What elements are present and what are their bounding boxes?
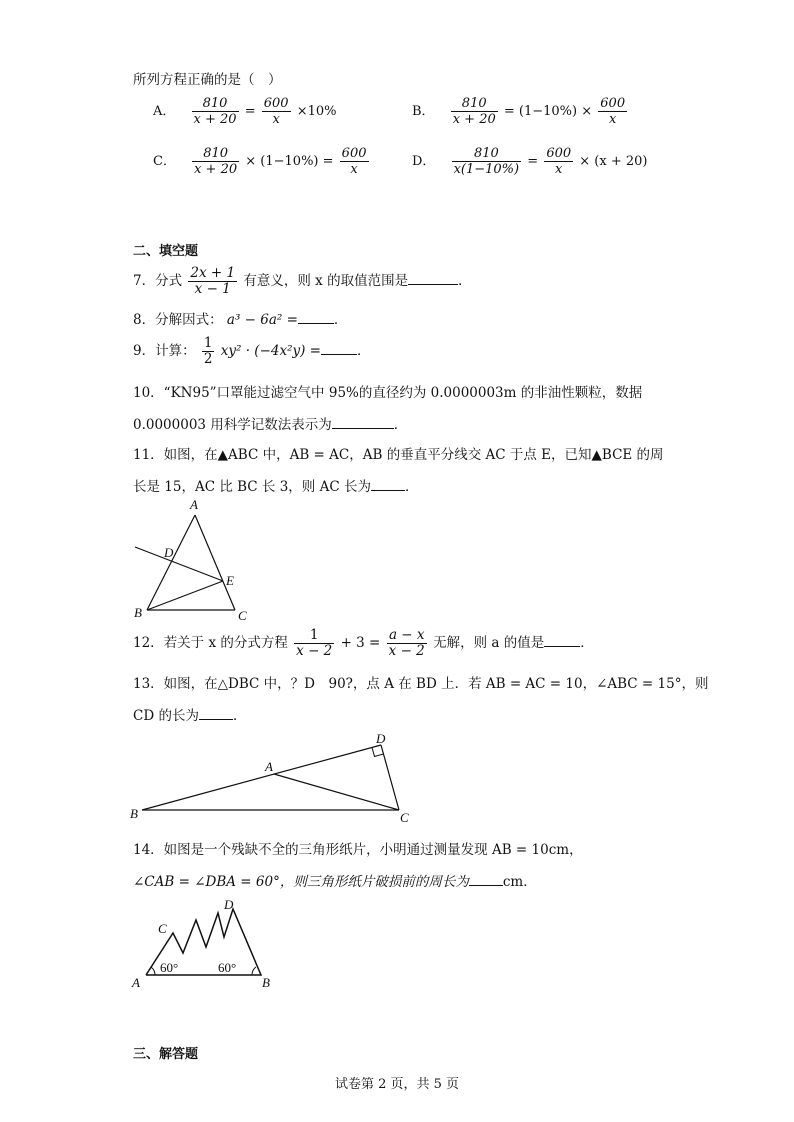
- answer-blank[interactable]: [298, 311, 334, 324]
- perpendicular-bisector: [135, 547, 223, 581]
- label-e: E: [226, 573, 234, 588]
- fraction: $\frac{a - x}{x - 2}$: [388, 627, 425, 659]
- label-d: D: [376, 731, 386, 746]
- question-13-line2: CD 的长为 ．: [133, 708, 247, 724]
- label-c: C: [158, 921, 167, 936]
- label-c: C: [400, 810, 409, 825]
- segment-ac: [195, 515, 235, 610]
- answer-blank[interactable]: [544, 634, 580, 647]
- answer-blank[interactable]: [371, 478, 405, 491]
- question-10-line2: 0.0000003 用科学记数法表示为 ．: [133, 417, 408, 433]
- label-b: B: [134, 605, 142, 620]
- question-9: 9．计算： $\frac{1}{2}$ xy² · (−4x²y) = ．: [133, 335, 371, 367]
- fraction: $\frac{2x + 1}{x - 1}$: [190, 265, 236, 297]
- label-b: B: [262, 975, 270, 990]
- answer-blank[interactable]: [199, 707, 233, 720]
- angle-label-left: 60°: [160, 960, 179, 975]
- segment-ab: [147, 515, 195, 610]
- angle-arc-b: [252, 967, 256, 975]
- option-c[interactable]: C． $\frac{810}{x + 20}$ × (1−10%) = $\frac{600}{x}$: [153, 146, 367, 177]
- question-7: 7．分式 $\frac{2x + 1}{x - 1}$ 有意义，则 x 的取值范围是 ．: [133, 265, 472, 297]
- option-label: B．: [412, 104, 435, 119]
- fraction: $\frac{600}{x}$: [546, 146, 572, 177]
- page-footer: 试卷第 2 页，共 5 页: [334, 1077, 460, 1092]
- figure-11-triangle: [130, 495, 260, 625]
- fraction: $\frac{810}{x + 20}$: [452, 96, 496, 127]
- figure-13-triangle: [126, 730, 426, 825]
- label-a: A: [190, 497, 198, 512]
- q6-stem: 所列方程正确的是（ ）: [133, 72, 282, 88]
- option-d[interactable]: D． $\frac{810}{x(1-10\%)}$ = $\frac{600}{x}$ × (x + 20): [412, 146, 648, 177]
- answer-blank[interactable]: [321, 342, 357, 355]
- segment-dc: [381, 745, 399, 810]
- answer-blank[interactable]: [408, 272, 458, 285]
- label-c: C: [238, 608, 247, 623]
- section-heading-solutions: 三、解答题: [133, 1047, 199, 1062]
- section-heading-fill-in: 二、填空题: [133, 244, 199, 259]
- question-8: 8．分解因式： a³ − 6a² = ．: [133, 312, 348, 328]
- fraction: $\frac{810}{x + 20}$: [193, 96, 237, 127]
- question-13-line1: 13．如图，在△DBC 中，？D 90?，点 A 在 BD 上．若 AB = AC = 10，∠ABC = 15°，则: [133, 676, 709, 692]
- option-b[interactable]: B． $\frac{810}{x + 20}$ = (1−10%) × $\frac{600}{x}$: [412, 96, 626, 127]
- question-12: 12．若关于 x 的分式方程 $\frac{1}{x - 2}$ + 3 = $\frac{a - x}{x - 2}$ 无解，则 a 的值是 ．: [133, 627, 594, 659]
- label-d: D: [164, 545, 174, 560]
- fraction: $\frac{600}{x}$: [263, 96, 289, 127]
- option-label: D．: [412, 154, 436, 169]
- segment-bd: [142, 745, 381, 810]
- question-11-line1: 11．如图，在▲ABC 中，AB = AC，AB 的垂直平分线交 AC 于点 E，已知▲BCE 的周: [133, 447, 664, 463]
- fraction: $\frac{810}{x(1-10\%)}$: [453, 146, 520, 177]
- segment-be: [147, 581, 223, 610]
- question-14-line2: ∠CAB = ∠DBA = 60°，则三角形纸片破损前的周长为 cm．: [133, 874, 537, 890]
- label-a: A: [265, 759, 273, 774]
- fraction: $\frac{1}{2}$: [203, 335, 213, 367]
- option-label: C．: [153, 154, 176, 169]
- angle-label-right: 60°: [218, 960, 237, 975]
- segment-ac: [274, 774, 399, 810]
- option-label: A．: [153, 104, 176, 119]
- label-d: D: [224, 897, 234, 912]
- fraction: $\frac{1}{x - 2}$: [296, 627, 333, 659]
- fraction: $\frac{600}{x}$: [600, 96, 626, 127]
- label-b: B: [130, 806, 138, 821]
- answer-blank[interactable]: [469, 873, 503, 886]
- option-a[interactable]: A． $\frac{810}{x + 20}$ = $\frac{600}{x}$ ×10%: [153, 96, 337, 127]
- fraction: $\frac{600}{x}$: [341, 146, 367, 177]
- question-11-line2: 长是 15，AC 比 BC 长 3，则 AC 长为 ．: [133, 479, 419, 495]
- question-10-line1: 10．“KN95”口罩能过滤空气中 95%的直径约为 0.0000003m 的非油性颗粒，数据: [133, 385, 643, 401]
- angle-arc-a: [151, 967, 155, 975]
- answer-blank[interactable]: [332, 416, 394, 429]
- question-14-line1: 14．如图是一个残缺不全的三角形纸片，小明通过测量发现 AB = 10cm，: [133, 842, 583, 858]
- figure-14-torn-triangle: [128, 895, 278, 995]
- label-a: A: [132, 975, 140, 990]
- fraction: $\frac{810}{x + 20}$: [194, 146, 238, 177]
